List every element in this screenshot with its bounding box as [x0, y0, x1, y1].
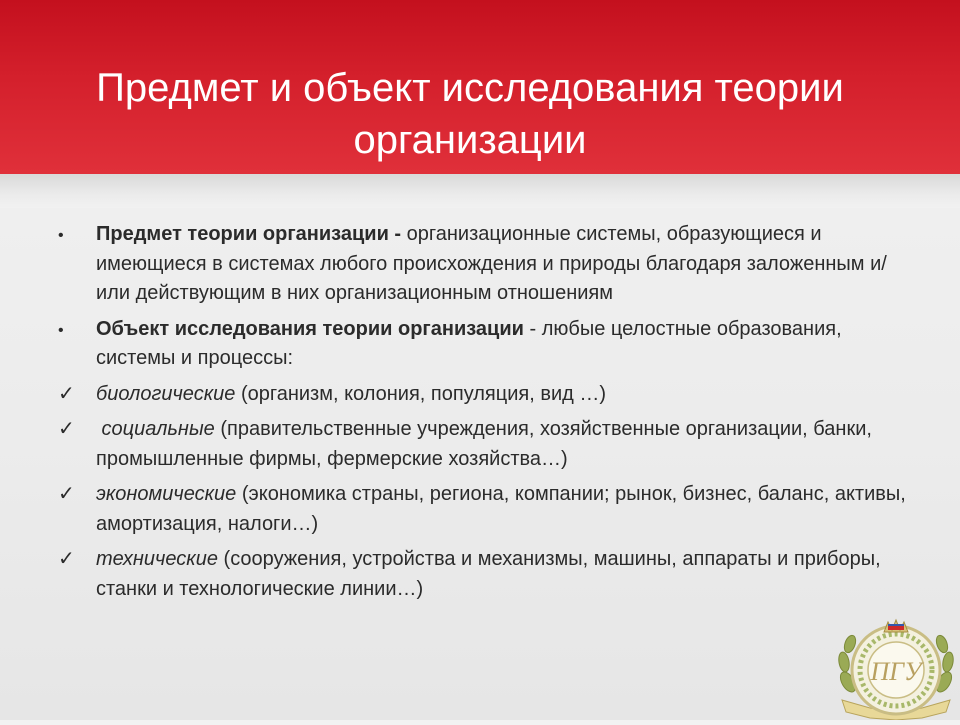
item-term: Предмет теории организации -: [96, 223, 402, 245]
item-term: экономические: [96, 483, 237, 505]
checkmark-icon: ✓: [58, 548, 75, 570]
checkmark-icon: ✓: [58, 382, 75, 405]
checkmark-icon: ✓: [58, 418, 75, 440]
emblem-monogram: ПГУ: [870, 657, 922, 686]
title-bar: [0, 0, 960, 174]
university-emblem-icon: [836, 612, 956, 720]
list-item-economic: [58, 480, 918, 539]
item-text: организационные системы, образующиеся и имеющиеся в системах любого происхождения и природы благодаря заложенным и/или действующим в них организационным отношениям: [96, 223, 887, 304]
list-item-biological: [58, 380, 918, 410]
list-item-social: [58, 415, 918, 474]
list-item-technical: [58, 545, 918, 604]
content-list: [58, 220, 918, 610]
item-term: Объект исследования теории организации: [96, 317, 524, 340]
item-text: - любые целостные образования, системы и процессы:: [96, 317, 842, 369]
item-term: биологические: [96, 382, 236, 405]
item-text: (организм, колония, популяция, вид …): [235, 382, 607, 405]
item-text: (правительственные учреждения, хозяйственные организации, банки, промышленные фирмы, фермерские хозяйства…): [96, 418, 872, 470]
item-term: социальные: [96, 418, 215, 440]
divider-band: [0, 174, 960, 208]
list-item-subject: [58, 220, 918, 309]
item-text: (сооружения, устройства и механизмы, машины, аппараты и приборы, станки и технологические линии…): [96, 548, 881, 600]
bullet-icon: •: [58, 227, 64, 244]
item-term: технические: [96, 548, 218, 570]
list-item-object: [58, 315, 918, 374]
checkmark-icon: ✓: [58, 483, 75, 505]
bullet-icon: •: [58, 321, 64, 339]
item-text: (экономика страны, региона, компании; рынок, бизнес, баланс, активы, амортизация, налоги…): [96, 483, 906, 535]
slide-title: Предмет и объект исследования теории организации: [96, 66, 844, 162]
